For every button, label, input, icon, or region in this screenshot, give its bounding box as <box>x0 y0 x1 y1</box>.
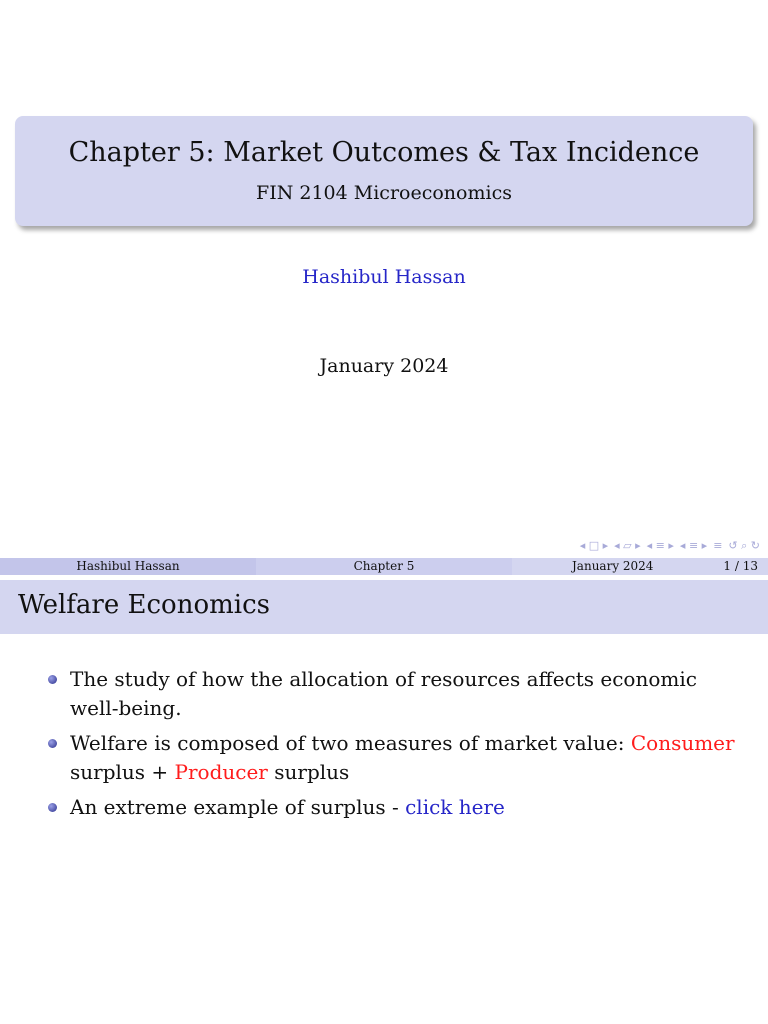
bullet-icon <box>48 803 57 812</box>
nav-frame-icon[interactable]: ◂ □ ▸ <box>579 539 609 552</box>
list-item <box>46 729 736 787</box>
bullet-text-part: surplus <box>267 760 350 784</box>
frame-title: Welfare Economics <box>18 590 270 620</box>
list-item <box>46 665 736 723</box>
slide-subtitle: FIN 2104 Microeconomics <box>256 182 512 204</box>
bullet-icon <box>48 675 57 684</box>
nav-subsection-icon[interactable]: ◂ ▱ ▸ <box>614 539 641 552</box>
producer-highlight: Producer <box>174 760 268 784</box>
click-here-link[interactable]: click here <box>405 795 505 819</box>
slide-footer <box>0 558 768 575</box>
footer-short-title: Chapter 5 <box>256 558 512 575</box>
nav-align-icon[interactable]: ≡ <box>713 539 723 552</box>
list-item <box>46 793 736 822</box>
slide-title: Chapter 5: Market Outcomes & Tax Incidence <box>68 137 700 168</box>
presentation-date: January 2024 <box>319 355 449 377</box>
bullet-list <box>46 665 736 828</box>
title-box <box>15 116 753 226</box>
nav-section-icon[interactable]: ◂ ≡ ▸ <box>646 539 674 552</box>
beamer-navigation <box>580 538 760 554</box>
footer-date: January 2024 <box>572 559 654 573</box>
bullet-text: An extreme example of surplus - <box>70 795 406 819</box>
consumer-highlight: Consumer <box>630 731 735 755</box>
footer-date-page <box>512 558 768 575</box>
bullet-text-part: Welfare is composed of two measures of market value: <box>70 731 631 755</box>
nav-document-icon[interactable]: ◂ ≡ ▸ <box>679 539 708 552</box>
nav-search-icon[interactable]: ↺ ⌕ ↻ <box>728 539 760 552</box>
footer-page-number: 1 / 13 <box>723 559 758 573</box>
footer-author: Hashibul Hassan <box>0 558 256 575</box>
bullet-text: The study of how the allocation of resources affects economic well-being. <box>70 667 697 720</box>
bullet-icon <box>48 739 57 748</box>
author-name: Hashibul Hassan <box>302 266 466 288</box>
bullet-text-part: surplus + <box>70 760 175 784</box>
